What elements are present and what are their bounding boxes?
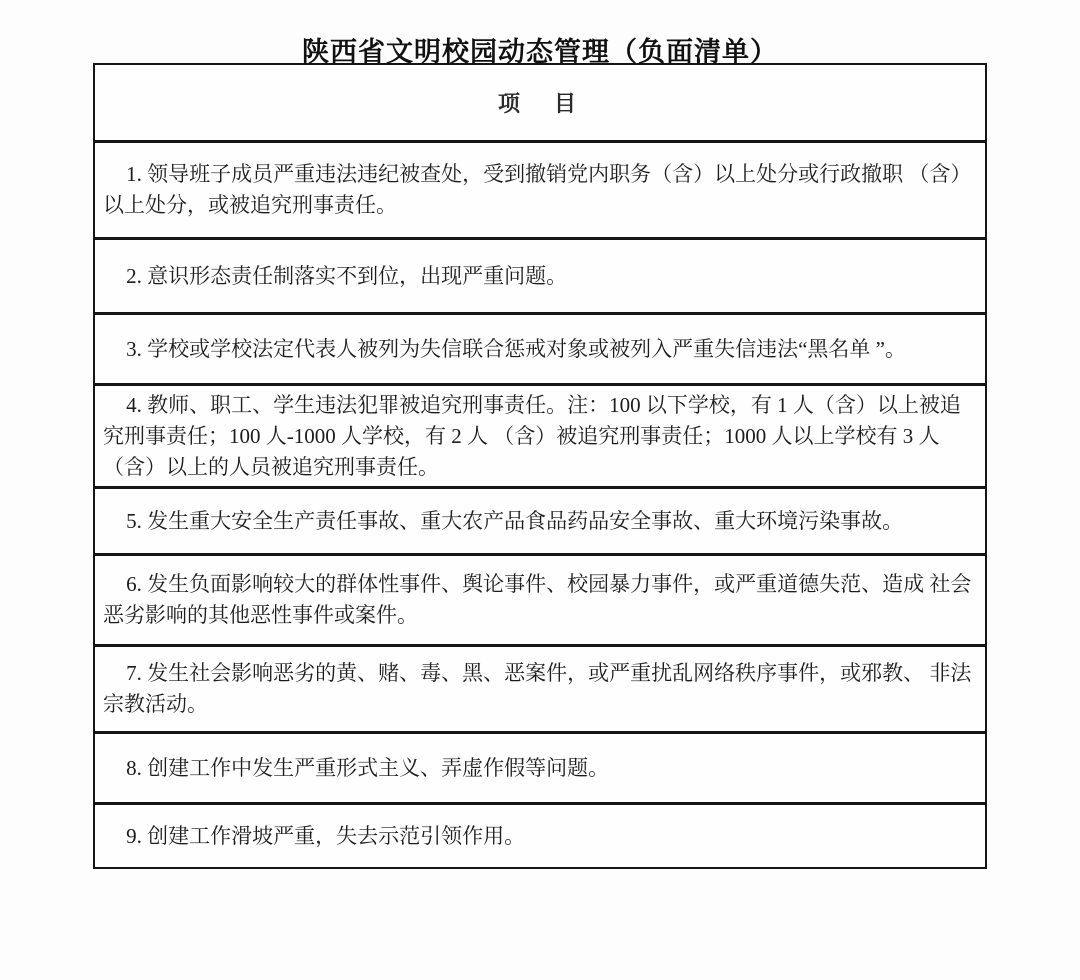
table-row	[95, 383, 985, 486]
table-row-text: 7. 发生社会影响恶劣的黄、赌、毒、黑、恶案件，或严重扰乱网络秩序事件，或邪教、 非法宗教活动。	[103, 661, 972, 716]
table-header-row	[95, 65, 985, 140]
negative-list-table	[93, 63, 987, 869]
table-row	[95, 140, 985, 237]
table-row	[95, 553, 985, 644]
table-row-text: 5. 发生重大安全生产责任事故、重大农产品食品药品安全事故、重大环境污染事故。	[126, 508, 904, 533]
table-row-text: 1. 领导班子成员严重违法违纪被查处，受到撤销党内职务（含）以上处分或行政撤职 （含） 以上处分，或被追究刑事责任。	[103, 162, 972, 217]
table-row-text: 9. 创建工作滑坡严重，失去示范引领作用。	[126, 823, 526, 848]
table-row	[95, 644, 985, 731]
table-row	[95, 802, 985, 867]
table-row	[95, 237, 985, 312]
table-row-text: 8. 创建工作中发生严重形式主义、弄虚作假等问题。	[126, 755, 610, 780]
table-row-text: 2. 意识形态责任制落实不到位，出现严重问题。	[126, 263, 568, 288]
table-row-text: 6. 发生负面影响较大的群体性事件、舆论事件、校园暴力事件，或严重道德失范、造成 社会恶劣影响的其他恶性事件或案件。	[103, 572, 972, 627]
table-row-text: 4. 教师、职工、学生违法犯罪被追究刑事责任。注：100 以下学校，有 1 人（含）以上被追究刑事责任；100 人-1000 人学校，有 2 人 （含）被追究刑事责任；1000 人以上学校有 3 人（含）以上的人员被追究刑事责任。	[103, 392, 961, 479]
table-header-label: 项 目	[497, 91, 582, 116]
table-row	[95, 486, 985, 553]
table-row-text: 3. 学校或学校法定代表人被列为失信联合惩戒对象或被列入严重失信违法“黑名单 ”。	[126, 336, 906, 361]
table-row	[95, 731, 985, 802]
document-title: 陕西省文明校园动态管理（负面清单）	[302, 37, 778, 67]
table-row	[95, 312, 985, 383]
